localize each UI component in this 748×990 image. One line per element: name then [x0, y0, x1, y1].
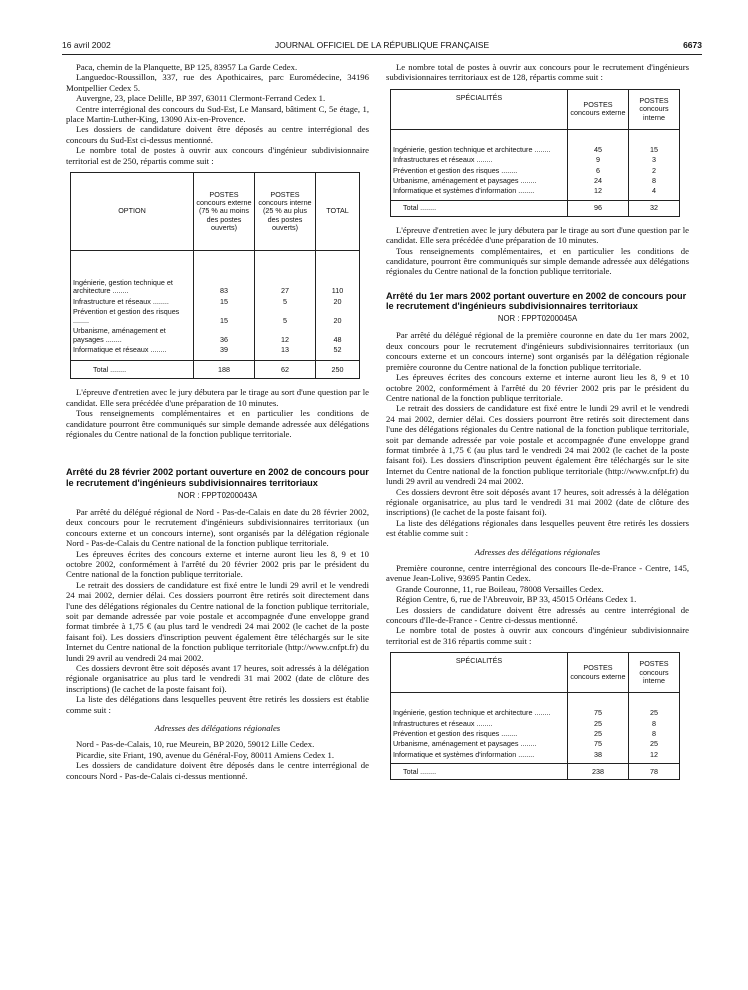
paragraph: L'épreuve d'entretien avec le jury débutera par le tirage au sort d'une question par le candidat. Elle sera précédée d'une préparation de 10 minutes. [66, 387, 369, 408]
cell-value: 45 [568, 129, 629, 155]
address-picardie: Picardie, site Friant, 190, avenue du Général-Foy, 80011 Amiens Cedex 1. [76, 749, 334, 760]
table-row [391, 186, 680, 200]
posts-table-ile-de-france [390, 652, 680, 780]
nor-reference: NOR : FPPT0200043A [177, 490, 258, 500]
cell-value: 25 [629, 693, 680, 719]
table-row [391, 719, 680, 729]
cell-value: 52 [316, 345, 360, 361]
page-number: 6673 [683, 40, 702, 50]
cell-value: 13 [255, 345, 316, 361]
paragraph: Par arrêté du délégué régional de la première couronne en date du 1er mars 2002, deux concours pour le recrutement d'ingénieurs subdivisionnaires territoriaux (un concours externe et un concours interne) sont organisés par la délégation régionale première couronne du Centre national de la fonction publique territoriale. [386, 330, 689, 372]
total-value: 188 [194, 361, 255, 379]
total-value: 78 [629, 764, 680, 780]
cell-value: 38 [568, 750, 629, 764]
row-label: Prévention et gestion des risques ..... [393, 729, 517, 738]
cell-value: 83 [194, 251, 255, 297]
cell-value: 9 [568, 155, 629, 165]
cell-value: 75 [568, 739, 629, 749]
paragraph: Les épreuves écrites des concours externe et interne auront lieu les 8, 9 et 10 octobre 2002, conformément à l'arrêté du 20 février 2002 pris par le président du Centre national de la fonction publique territoriale. [66, 548, 369, 580]
cell-value: 5 [255, 307, 316, 326]
cell-value: 5 [255, 297, 316, 307]
row-label: Infrastructures et réseaux ..... [393, 719, 492, 728]
total-label: Total ..... [93, 365, 126, 374]
cell-value: 48 [316, 326, 360, 345]
col-header-external: POSTES concours externe (75 % au moins des postes ouverts) [194, 173, 255, 251]
row-label: Prévention et gestion des risques ..... [393, 166, 517, 175]
cell-value: 36 [194, 326, 255, 345]
header-date: 16 avril 2002 [62, 40, 111, 50]
paragraph: La liste des délégations dans lesquelles peuvent être retirés les dossiers est établie comme suit : [66, 694, 369, 715]
cell-value: 6 [568, 166, 629, 176]
table-row [71, 297, 360, 307]
paragraph: Le nombre total de postes à ouvrir aux concours d'ingénieur subdivisionnaire territorial est de 316 répartis comme suit : [386, 625, 689, 646]
paragraph: La liste des délégations régionales dans lesquelles peuvent être retirés les dossiers est établie comme suit : [386, 517, 689, 539]
cell-value: 25 [568, 719, 629, 729]
cell-value: 4 [629, 186, 680, 200]
cell-value: 3 [629, 155, 680, 165]
table-row [71, 345, 360, 361]
posts-table-premiere-couronne [390, 89, 680, 217]
paragraph: Les épreuves écrites des concours externe et interne auront lieu les 8, 9 et 10 octobre 2002, conformément à l'arrêté du 20 février 2002 pris par le président du Centre national de la fonction publique territoriale. [386, 372, 689, 403]
paragraph: Par arrêté du délégué régional de Nord - Pas-de-Calais en date du 28 février 2002, deux concours pour le recrutement d'ingénieurs subdivisionnaires territoriaux (un concours externe et un concours interne), sont organisés par la délégation régionale Nord - Pas-de-Calais du Centre national de la fonction publique territoriale. [66, 506, 369, 549]
paragraph: Le retrait des dossiers de candidature est fixé entre le lundi 29 avril et le vendredi 24 mai 2002, dernier délai. Ces dossiers pourront être retirés soit directement dans l'une des délégations régionales du Centre national de la fonction publique territoriale, soit par demande adressée par voie postale et accompagnée d'une enveloppe grand format timbrée à 1,75 € (au plus tard le vendredi 24 mai 2002 (le cachet de la poste faisant foi). Les dossiers d'inscription peuvent également être téléchargés sur le site Internet du Centre national de la fonction publique territoriale (http://www.cnfpt.fr) du lundi 29 avril au vendredi 24 mai 2002. [66, 579, 369, 663]
col-header-internal: POSTES concours interne (25 % au plus des postes ouverts) [255, 173, 316, 251]
cell-value: 20 [316, 307, 360, 326]
posts-table-sud-est [70, 172, 360, 379]
row-label: Prévention et gestion des risques ..... [73, 307, 179, 324]
decree-heading: Arrêté du 28 février 2002 portant ouverture en 2002 de concours pour le recrutement d'ingénieurs subdivisionnaires territoriaux [66, 467, 369, 488]
cell-value: 39 [194, 345, 255, 361]
right-column [386, 62, 689, 788]
row-label: Infrastructures et réseaux ..... [393, 155, 492, 164]
paragraph: L'épreuve d'entretien avec le jury débutera par le tirage au sort d'une question par le candidat. Elle sera précédée d'une préparation de 10 minutes. [386, 224, 689, 246]
address-region-centre: Région Centre, 6, rue de l'Abreuvoir, BP 33, 45015 Orléans Cedex 1. [396, 594, 637, 605]
paragraph: Les dossiers de candidature doivent être déposés au centre interrégional des concours du Sud-Est ci-dessus mentionné. [66, 124, 369, 145]
table-row [391, 129, 680, 155]
paragraph: Le nombre total de postes à ouvrir aux concours pour le recrutement d'ingénieurs subdivisionnaires territoriaux est de 128, répartis comme suit : [386, 62, 689, 83]
row-label: Ingénierie, gestion technique et architecture ..... [73, 278, 173, 295]
row-label: Urbanisme, aménagement et paysages ..... [393, 176, 536, 185]
section-subtitle: Adresses des délégations régionales [474, 546, 601, 557]
col-header-internal: POSTES concours interne [629, 89, 680, 129]
paragraph: Ces dossiers devront être soit déposés avant 17 heures, soit adressés à la délégation régionale organisatrice au plus tard le vendredi 31 mai 2002 (date de clôture des inscriptions) (le cachet de la poste faisant foi). [66, 663, 369, 694]
cell-value: 12 [629, 750, 680, 764]
row-label: Ingénierie, gestion technique et architecture ..... [393, 145, 550, 154]
col-header-external: POSTES concours externe [568, 89, 629, 129]
paragraph: Tous renseignements complémentaires et en particulier les conditions de candidature pourront être communiqués sur simple demande adressée aux délégations régionales du Centre national de la fonction publique territoriale. [66, 408, 369, 439]
total-value: 238 [568, 764, 629, 780]
total-label: Total ..... [403, 767, 436, 776]
table-row [391, 739, 680, 749]
table-row [391, 750, 680, 764]
paragraph: Les dossiers de candidature doivent être adressés au centre interrégional de concours d'Ile-de-France - Centre ci-dessus mentionné. [386, 604, 689, 626]
cell-value: 8 [629, 729, 680, 739]
address-premiere-couronne: Première couronne, centre interrégional des concours Ile-de-France - Centre, 145, avenue Jean-Lolive, 93695 Pantin Cedex. [386, 563, 689, 584]
address-paca: Paca, chemin de la Planquette, BP 125, 83957 La Garde Cedex. [76, 62, 298, 72]
cell-value: 15 [194, 307, 255, 326]
address-sud-est: Centre interrégional des concours du Sud-Est, Le Mansard, bâtiment C, 5e étage, 1, place Martin-Luther-King, 13090 Aix-en-Provence. [66, 103, 369, 125]
col-header-option: OPTION [71, 173, 194, 251]
nor-reference: NOR : FPPT0200045A [497, 314, 578, 324]
page-header [62, 40, 702, 54]
table-row [391, 693, 680, 719]
cell-value: 110 [316, 251, 360, 297]
cell-value: 15 [194, 297, 255, 307]
total-value: 62 [255, 361, 316, 379]
journal-title: JOURNAL OFFICIEL DE LA RÉPUBLIQUE FRANÇAISE [274, 40, 490, 50]
row-label: Infrastructure et réseaux ..... [73, 297, 169, 306]
cell-value: 27 [255, 251, 316, 297]
address-languedoc: Languedoc-Roussillon, 337, rue des Apothicaires, parc Euromédecine, 34196 Montpellier Cedex 5. [66, 72, 369, 93]
table-row [391, 166, 680, 176]
cell-value: 2 [629, 166, 680, 176]
paragraph: Ces dossiers devront être soit déposés avant 17 heures, soit adressés à la délégation régionale organisatrice, au plus tard le vendredi 31 mai 2002 (date de clôture des inscriptions) (le cachet de la poste faisant foi). [386, 486, 689, 518]
paragraph: Tous renseignements complémentaires, et en particulier les conditions de candidature, pourront être communiqués sur simple demande adressée aux délégations régionales du Centre national de la fonction publique territoriale. [386, 245, 689, 277]
total-label: Total ..... [403, 203, 436, 212]
col-header-speciality: SPÉCIALITÉS [391, 653, 568, 693]
header-rule [62, 54, 702, 55]
col-header-external: POSTES concours externe [568, 653, 629, 693]
paragraph: Le retrait des dossiers de candidature est fixé entre le lundi 29 avril et le vendredi 24 mai 2002, dernier délai. Ces dossiers pourront être retirés soit directement dans l'une des délégations régionales du Centre national de la fonction publique territoriale, soit par demande adressée par voie postale et accompagnée d'une enveloppe grand format timbrée à 1,75 € (au plus tard le vendredi 24 mai 2002 (le cachet de la poste faisant foi). Les dossiers d'inscription peuvent également être téléchargés sur le site Internet du Centre national de la fonction publique territoriale (http://www.cnfpt.fr) du lundi 29 avril au vendredi 24 mai 2002. [386, 403, 689, 487]
address-grande-couronne: Grande Couronne, 11, rue Boileau, 78008 Versailles Cedex. [396, 583, 604, 594]
row-label: Informatique et réseaux ..... [73, 345, 167, 354]
row-label: Urbanisme, aménagement et paysages ..... [73, 326, 166, 343]
cell-value: 25 [629, 739, 680, 749]
cell-value: 15 [629, 129, 680, 155]
total-value: 96 [568, 200, 629, 216]
table-row [391, 729, 680, 739]
table-row [71, 307, 360, 326]
cell-value: 12 [255, 326, 316, 345]
total-value: 32 [629, 200, 680, 216]
col-header-speciality: SPÉCIALITÉS [391, 89, 568, 129]
section-subtitle: Adresses des délégations régionales [154, 723, 281, 734]
paragraph: Le nombre total de postes à ouvrir aux concours d'ingénieur subdivisionnaire territorial est de 250, répartis comme suit : [66, 145, 369, 166]
col-header-total: TOTAL [316, 173, 360, 251]
decree-heading: Arrêté du 1er mars 2002 portant ouverture en 2002 de concours pour le recrutement d'ingénieurs subdivisionnaires territoriaux [386, 290, 687, 312]
table-total-row [391, 764, 680, 780]
row-label: Informatique et systèmes d'information ..... [393, 186, 534, 195]
table-total-row [391, 200, 680, 216]
paragraph: Les dossiers de candidature doivent être déposés dans le centre interrégional de concours Nord - Pas-de-Calais ci-dessus mentionné. [66, 760, 369, 781]
cell-value: 12 [568, 186, 629, 200]
row-label: Urbanisme, aménagement et paysages ..... [393, 739, 536, 748]
row-label: Ingénierie, gestion technique et architecture ..... [393, 708, 550, 717]
table-row [71, 251, 360, 297]
cell-value: 20 [316, 297, 360, 307]
left-column [66, 62, 369, 781]
table-total-row [71, 361, 360, 379]
col-header-internal: POSTES concours interne [629, 653, 680, 693]
address-auvergne: Auvergne, 23, place Delille, BP 397, 63011 Clermont-Ferrand Cedex 1. [76, 93, 326, 104]
address-nord: Nord - Pas-de-Calais, 10, rue Meurein, BP 2020, 59012 Lille Cedex. [76, 739, 315, 750]
cell-value: 8 [629, 176, 680, 186]
cell-value: 8 [629, 719, 680, 729]
table-row [71, 326, 360, 345]
total-value: 250 [316, 361, 360, 379]
cell-value: 24 [568, 176, 629, 186]
table-row [391, 155, 680, 165]
cell-value: 25 [568, 729, 629, 739]
cell-value: 75 [568, 693, 629, 719]
table-row [391, 176, 680, 186]
row-label: Informatique et systèmes d'information ..... [393, 750, 534, 759]
